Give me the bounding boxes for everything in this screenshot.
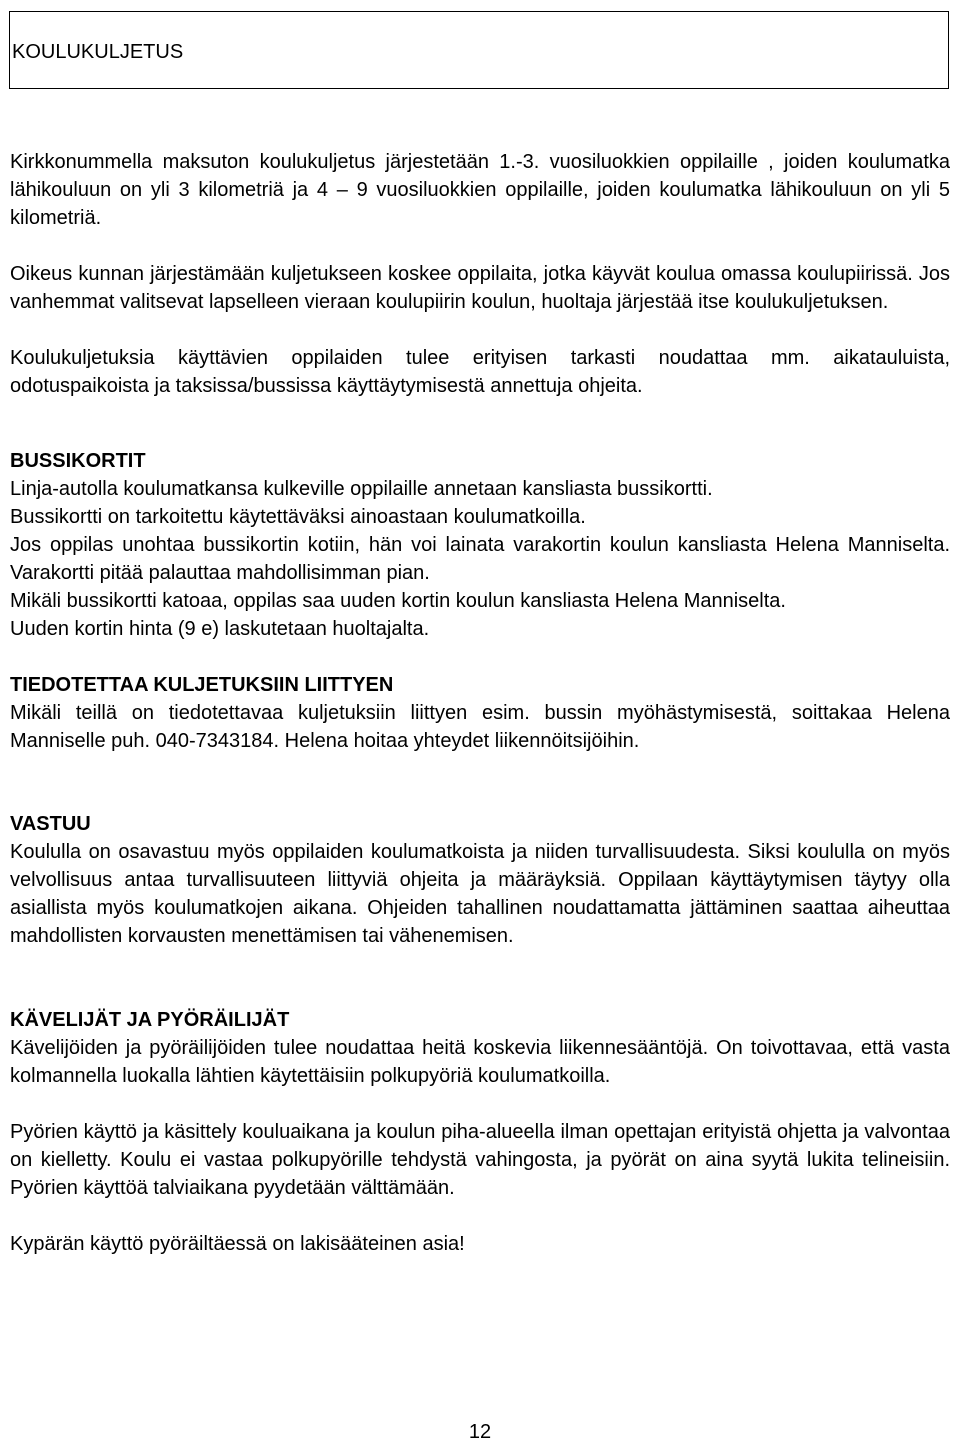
- section-heading-kavelijat: KÄVELIJÄT JA PYÖRÄILIJÄT: [10, 1009, 290, 1031]
- kavelijat-paragraph: Pyörien käyttö ja käsittely kouluaikana ja koulun piha-alueella ilman opettajan erityistä ohjetta ja valvontaa on kielletty. Koulu ei vastaa polkupyörille tehdystä vahingosta, ja pyörät on aina syytä lukita telineisiin. Pyörien käyttöä talviaikana pyydetään välttämään.: [10, 1121, 950, 1199]
- bussikortit-line: Linja-autolla koulumatkansa kulkeville oppilaille annetaan kansliasta bussikortti.: [10, 478, 713, 500]
- page-title: KOULUKULJETUS: [12, 41, 184, 63]
- intro-paragraph-instructions: Koulukuljetuksia käyttävien oppilaiden tulee erityisen tarkasti noudattaa mm. aikatauluista, odotuspaikoista ja taksissa/bussissa käyttäytymisestä annettuja ohjeita.: [10, 347, 950, 397]
- tiedotettaa-paragraph: Mikäli teillä on tiedotettavaa kuljetuksiin liittyen esim. bussin myöhästymisestä, soittakaa Helena Manniselle puh. 040-7343184. Helena hoitaa yhteydet liikennöitsijöihin.: [10, 702, 950, 752]
- section-bussikortit: [10, 447, 950, 643]
- section-tiedotettaa: [10, 671, 950, 755]
- section-kavelijat: [10, 1006, 950, 1258]
- section-heading-tiedotettaa: TIEDOTETTAA KULJETUKSIIN LIITTYEN: [10, 674, 394, 696]
- page-number: 12: [468, 1421, 492, 1443]
- document-body: [10, 148, 950, 1258]
- section-heading-vastuu: VASTUU: [10, 813, 91, 835]
- section-vastuu: [10, 810, 950, 950]
- bussikortit-line: Jos oppilas unohtaa bussikortin kotiin, hän voi lainata varakortin koulun kansliasta Helena Manniselta. Varakortti pitää palauttaa mahdollisimman pian.: [10, 534, 950, 584]
- intro-paragraph-school-district: Oikeus kunnan järjestämään kuljetukseen koskee oppilaita, jotka käyvät koulua omassa koulupiirissä. Jos vanhemmat valitsevat lapselleen vieraan koulupiirin koulun, huoltaja järjestää itse koulukuljetuksen.: [10, 263, 950, 313]
- kavelijat-paragraph: Kypärän käyttö pyöräiltäessä on lakisääteinen asia!: [10, 1233, 465, 1255]
- section-heading-bussikortit: BUSSIKORTIT: [10, 450, 146, 472]
- bussikortit-line: Mikäli bussikortti katoaa, oppilas saa uuden kortin koulun kansliasta Helena Manniselta.: [10, 590, 786, 612]
- vastuu-paragraph: Koululla on osavastuu myös oppilaiden koulumatkoista ja niiden turvallisuudesta. Siksi koululla on myös velvollisuus antaa turvallisuuteen liittyviä ohjeita ja määräyksiä. Oppilaan käyttäytymisen täytyy olla asiallista myös koulumatkojen aikana. Ohjeiden tahallinen noudattamatta jättäminen saattaa aiheuttaa mahdollisten korvausten menettämisen tai vähenemisen.: [10, 841, 950, 947]
- title-box: [9, 11, 949, 89]
- bussikortit-line: Uuden kortin hinta (9 e) laskutetaan huoltajalta.: [10, 618, 430, 640]
- bussikortit-line: Bussikortti on tarkoitettu käytettäväksi ainoastaan koulumatkoilla.: [10, 506, 586, 528]
- intro-paragraph-transport-eligibility: Kirkkonummella maksuton koulukuljetus järjestetään 1.-3. vuosiluokkien oppilaille , joiden koulumatka lähikouluun on yli 3 kilometriä ja 4 – 9 vuosiluokkien oppilaille, joiden koulumatka lähikouluun on yli 5 kilometriä.: [10, 151, 950, 229]
- kavelijat-paragraph: Kävelijöiden ja pyöräilijöiden tulee noudattaa heitä koskevia liikennesääntöjä. On toivottavaa, että vasta kolmannella luokalla lähtien käytettäisiin polkupyöriä koulumatkoilla.: [10, 1037, 950, 1087]
